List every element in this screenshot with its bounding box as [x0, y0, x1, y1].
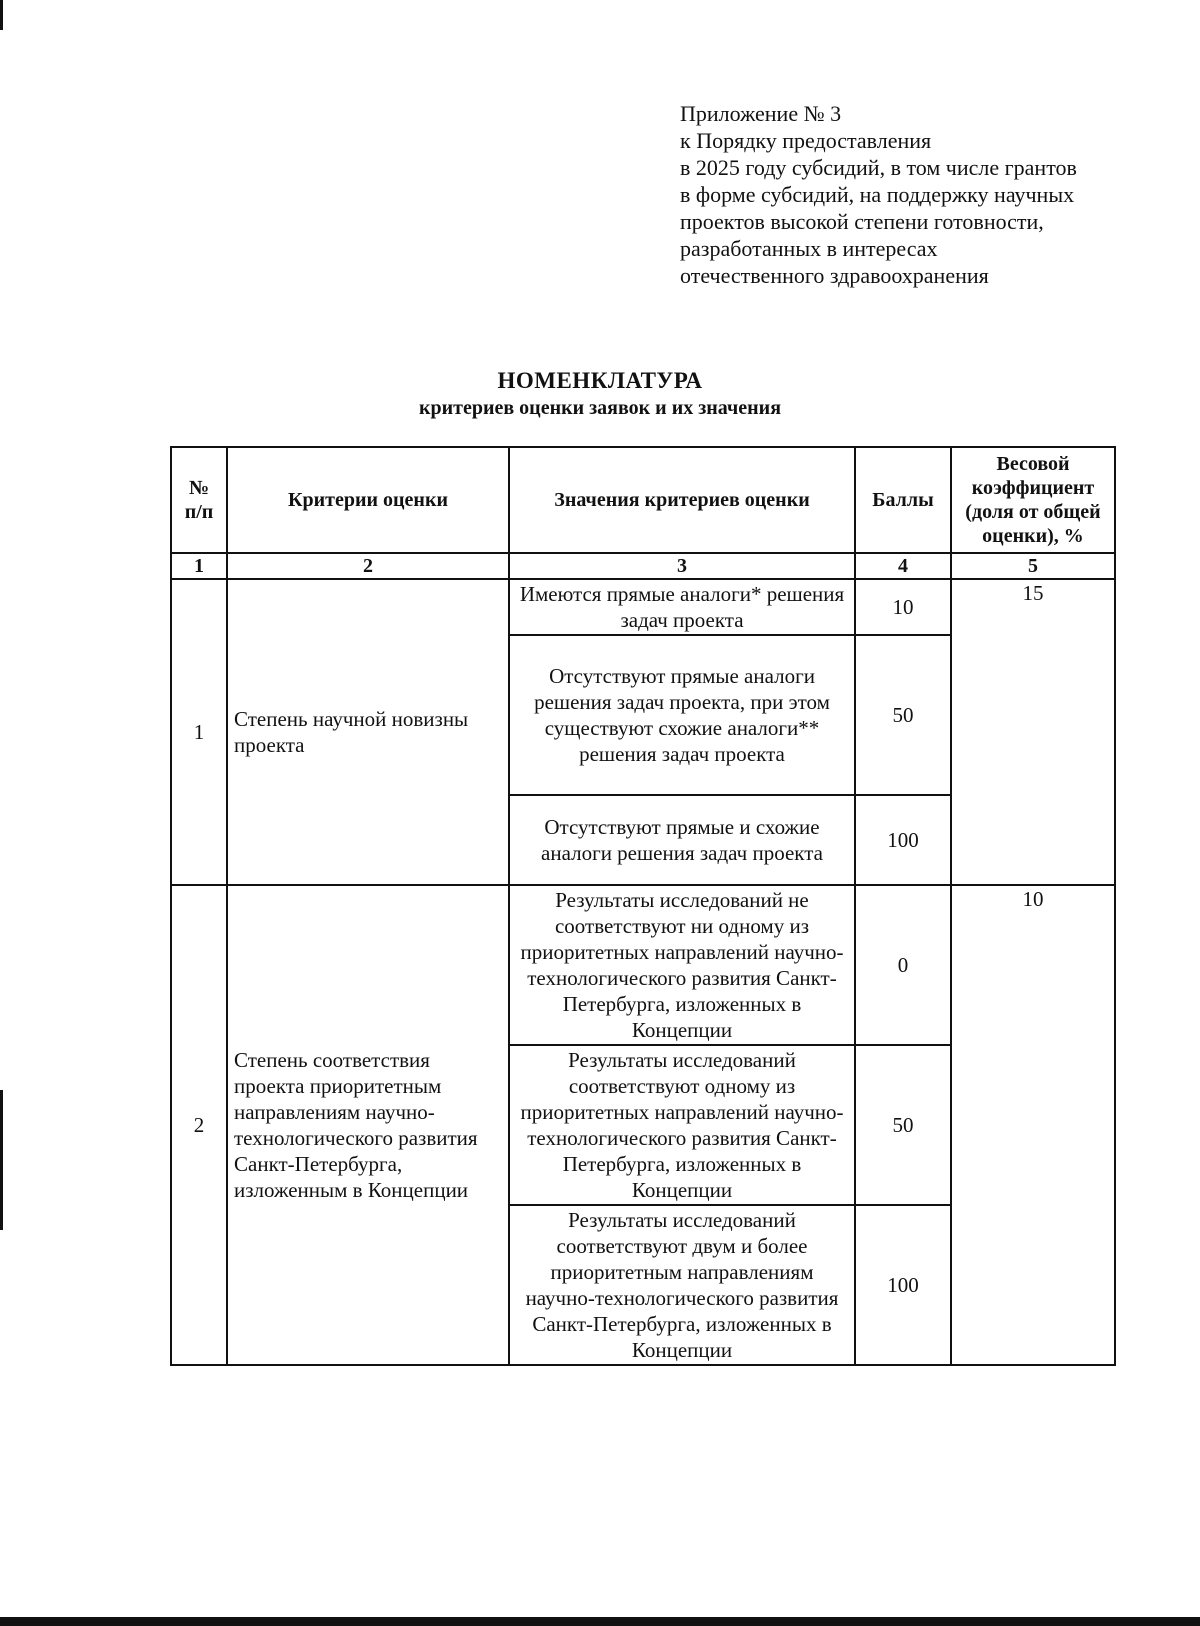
criterion-value: Отсутствуют прямые и схожие аналоги решения задач проекта	[509, 795, 855, 885]
scan-bottom-bar	[0, 1617, 1200, 1626]
appendix-line: к Порядку предоставления	[680, 128, 932, 153]
table-row	[171, 579, 1115, 635]
criterion-score: 50	[855, 635, 951, 795]
criterion-value: Отсутствуют прямые аналоги решения задач проекта, при этом существуют схожие аналоги** решения задач проекта	[509, 635, 855, 795]
criterion-score: 10	[855, 579, 951, 635]
criterion-value: Результаты исследований не соответствуют ни одному из приоритетных направлений научно-технологического развития Санкт-Петербурга, изложенных в Концепции	[509, 885, 855, 1045]
scan-edge-line	[0, 0, 3, 30]
document-title: НОМЕНКЛАТУРА	[497, 368, 703, 393]
table-header-row	[171, 447, 1115, 553]
header-weight: Весовой коэффициент (доля от общей оценки), %	[951, 447, 1115, 553]
criterion-name: Степень соответствия проекта приоритетным направлениям научно-технологического развития Санкт-Петербурга, изложенным в Концепции	[227, 885, 509, 1365]
column-number: 5	[951, 553, 1115, 579]
appendix-line: проектов высокой степени готовности,	[680, 209, 1044, 234]
criterion-score: 100	[855, 1205, 951, 1365]
column-number: 3	[509, 553, 855, 579]
header-score: Баллы	[855, 447, 951, 553]
column-number: 2	[227, 553, 509, 579]
criterion-value: Результаты исследований соответствуют двум и более приоритетным направлениям научно-технологического развития Санкт-Петербурга, изложенных в Концепции	[509, 1205, 855, 1365]
criterion-weight: 10	[951, 885, 1115, 1365]
criterion-score: 50	[855, 1045, 951, 1205]
column-number: 1	[171, 553, 227, 579]
scan-edge-line	[0, 1090, 3, 1230]
document-subtitle: критериев оценки заявок и их значения	[418, 397, 782, 419]
table-row	[171, 885, 1115, 1045]
criterion-weight: 15	[951, 579, 1115, 885]
header-number: № п/п	[171, 447, 227, 553]
appendix-header	[680, 100, 1180, 289]
criterion-score: 0	[855, 885, 951, 1045]
criterion-value: Результаты исследований соответствуют одному из приоритетных направлений научно-технологического развития Санкт-Петербурга, изложенных в Концепции	[509, 1045, 855, 1205]
criterion-number: 2	[171, 885, 227, 1365]
header-criteria: Критерии оценки	[227, 447, 509, 553]
criteria-table	[170, 446, 1116, 1366]
appendix-line: в форме субсидий, на поддержку научных	[680, 182, 1075, 207]
appendix-line: Приложение № 3	[680, 101, 842, 126]
appendix-line: отечественного здравоохранения	[680, 263, 989, 288]
criterion-value: Имеются прямые аналоги* решения задач проекта	[509, 579, 855, 635]
header-criteria-values: Значения критериев оценки	[509, 447, 855, 553]
appendix-line: разработанных в интересах	[680, 236, 938, 261]
appendix-line: в 2025 году субсидий, в том числе грантов	[680, 155, 1077, 180]
column-number: 4	[855, 553, 951, 579]
criterion-number: 1	[171, 579, 227, 885]
criterion-score: 100	[855, 795, 951, 885]
criterion-name: Степень научной новизны проекта	[227, 579, 509, 885]
column-numbers-row	[171, 553, 1115, 579]
